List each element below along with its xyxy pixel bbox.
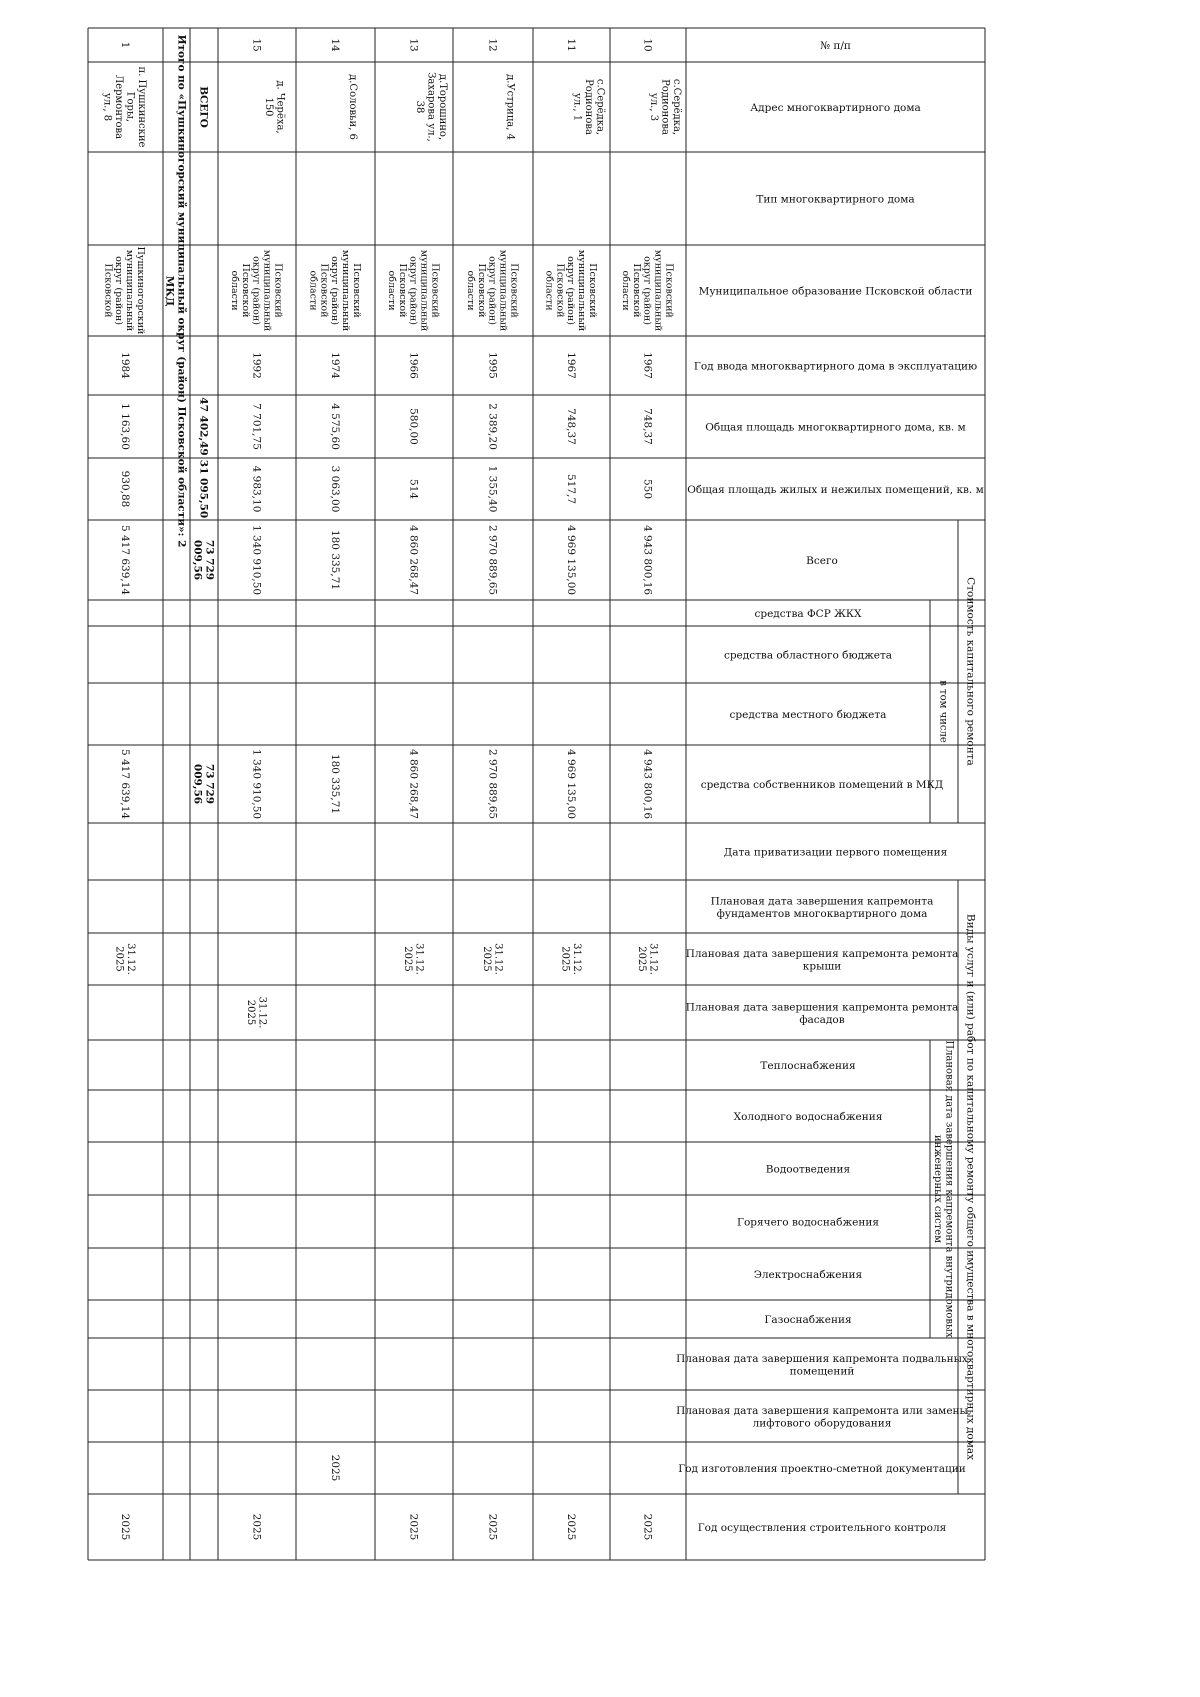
row-cost-total: 2 970 889,65 xyxy=(486,524,499,596)
header-basement: Плановая дата завершения капремонта подвальных помещений xyxy=(676,1352,968,1378)
row-roof-date: 31.12.2025 xyxy=(480,943,504,975)
row-cost-total: 4 969 135,00 xyxy=(564,524,577,596)
row-cost-owners: 4 969 135,00 xyxy=(564,748,577,820)
row-address: д. Черёха,150 xyxy=(262,80,286,134)
row-address: д.Соловьи, 6 xyxy=(347,74,358,140)
header-sewerage: Водоотведения xyxy=(765,1163,851,1176)
row-construction-control: 2025 xyxy=(486,1513,499,1541)
row-municipality: Псковскиймуниципальныйокруг (район)Псковскойобласти xyxy=(228,249,284,332)
header-cost-group: Стоимость капитального ремонта xyxy=(964,577,977,766)
row-num: 15 xyxy=(250,38,263,52)
last-row-municipality: Пушкиногорскиймуниципальныйокруг (район)Псковской xyxy=(102,246,147,335)
header-cost-including: в том числе xyxy=(937,680,949,743)
row-address: с.Серёдка,Родионоваул., 1 xyxy=(571,78,606,136)
header-cold-water: Холодного водоснабжения xyxy=(733,1111,883,1123)
header-gas: Газоснабжения xyxy=(764,1314,852,1326)
row-living-area: 517,7 xyxy=(564,473,577,505)
row-cost-owners: 180 335,71 xyxy=(328,753,341,815)
row-municipality: Псковскиймуниципальныйокруг (район)Псковскойобласти xyxy=(543,249,599,332)
row-year: 1992 xyxy=(250,352,263,379)
row-total-area: 580,00 xyxy=(407,408,420,445)
row-total-area: 7 701,75 xyxy=(250,403,263,450)
row-construction-control: 2025 xyxy=(407,1513,420,1541)
last-row-roof-date: 31.12.2025 xyxy=(113,943,136,975)
row-construction-control: 2025 xyxy=(250,1513,263,1541)
header-foundation: Плановая дата завершения капремонта фундаментов многоквартирного дома xyxy=(710,895,934,920)
row-design-docs: 2025 xyxy=(328,1454,341,1482)
total-cost-total: 73 729009,56 xyxy=(191,539,216,581)
header-elevator: Плановая дата завершения капремонта или замены лифтового оборудования xyxy=(676,1404,968,1430)
row-total-area: 748,37 xyxy=(564,408,577,445)
header-address: Адрес многоквартирного дома xyxy=(750,102,921,114)
row-year: 1967 xyxy=(641,352,654,379)
total-total-area: 47 402,49 xyxy=(197,397,210,456)
row-num: 10 xyxy=(641,38,654,52)
header-construction-control: Год осуществления строительного контроля xyxy=(697,1522,947,1534)
last-row-total-area: 1 163,60 xyxy=(118,403,131,450)
row-construction-control: 2025 xyxy=(564,1513,577,1541)
row-cost-total: 4 943 800,16 xyxy=(641,524,654,596)
table-grid xyxy=(88,28,985,1560)
total-living-area: 31 095,50 xyxy=(197,459,210,519)
header-cost-regional: средства областного бюджета xyxy=(723,649,893,662)
row-cost-total: 180 335,71 xyxy=(328,529,341,591)
row-num: 14 xyxy=(328,38,341,52)
row-cost-owners: 1 340 910,50 xyxy=(250,748,263,820)
row-year: 1995 xyxy=(486,352,499,379)
last-row-num: 1 xyxy=(118,41,131,49)
row-municipality: Псковскиймуниципальныйокруг (район)Псковскойобласти xyxy=(464,249,520,332)
header-municipality: Муниципальное образование Псковской области xyxy=(698,285,973,298)
row-cost-owners: 4 860 268,47 xyxy=(407,748,420,820)
row-municipality: Псковскиймуниципальныйокруг (район)Псковскойобласти xyxy=(619,249,675,332)
row-living-area: 4 983,10 xyxy=(250,465,263,513)
row-roof-date: 31.12.2025 xyxy=(635,943,659,975)
last-row-construction-control: 2025 xyxy=(118,1513,131,1541)
row-address: д.Устрица, 4 xyxy=(504,74,516,140)
row-total-area: 2 389,20 xyxy=(486,403,499,450)
row-living-area: 1 355,40 xyxy=(486,465,499,513)
header-year: Год ввода многоквартирного дома в эксплуатацию xyxy=(693,360,978,373)
row-cost-total: 4 860 268,47 xyxy=(407,524,420,596)
row-year: 1966 xyxy=(407,352,420,379)
header-roof: Плановая дата завершения капремонта ремонта крыши xyxy=(685,947,959,973)
table-cells xyxy=(101,35,984,1541)
row-total-area: 748,37 xyxy=(641,408,654,445)
header-privatization: Дата приватизации первого помещения xyxy=(723,846,948,859)
row-living-area: 3 063,00 xyxy=(328,465,341,513)
row-living-area: 514 xyxy=(407,478,420,500)
row-address: с.Серёдка,Родионоваул., 3 xyxy=(648,78,682,136)
header-total-area: Общая площадь многоквартирного дома, кв. м xyxy=(705,421,966,434)
header-design-docs: Год изготовления проектно-сметной документации xyxy=(678,1463,966,1475)
header-hot-water: Горячего водоснабжения xyxy=(737,1216,879,1229)
header-electricity: Электроснабжения xyxy=(753,1269,863,1281)
header-type: Тип многоквартирного дома xyxy=(756,193,915,206)
last-row-year: 1984 xyxy=(118,352,131,379)
row-num: 11 xyxy=(564,38,577,52)
row-living-area: 550 xyxy=(641,478,654,500)
header-cost-owners: средства собственников помещений в МКД xyxy=(700,779,944,791)
header-num: № п/п xyxy=(820,40,851,52)
header-heating: Теплоснабжения xyxy=(760,1060,856,1072)
row-facade-date: 31.12.2025 xyxy=(244,996,268,1029)
header-cost-fsr: средства ФСР ЖКХ xyxy=(754,608,862,620)
last-row-address: п. ПушкинскиеГоры,Лермонтоваул., 8 xyxy=(101,66,147,148)
row-roof-date: 31.12.2025 xyxy=(401,943,425,975)
row-municipality: Псковскиймуниципальныйокруг (район)Псковскойобласти xyxy=(385,249,441,332)
total-cost-owners: 73 729009,56 xyxy=(191,763,216,805)
row-num: 13 xyxy=(407,38,420,52)
section-title: Итого по «Пушкиногорский муниципальный округ (район) Псковской области»: 2МКД xyxy=(163,34,188,548)
header-engineering-group: Плановая дата завершения капремонта внутридомовыхинженерных систем xyxy=(931,1040,955,1338)
header-services-group: Виды услуг и (или) работ по капитальному ремонту общего имущества в многоквартирных домах xyxy=(964,913,977,1461)
header-cost-total: Всего xyxy=(806,555,838,567)
row-total-area: 4 575,60 xyxy=(328,403,341,450)
row-cost-owners: 2 970 889,65 xyxy=(486,748,499,820)
last-row-cost-owners: 5 417 639,14 xyxy=(118,748,131,820)
row-year: 1974 xyxy=(328,352,341,379)
row-cost-owners: 4 943 800,16 xyxy=(641,748,654,820)
row-address: д.Торошино,Захарова ул.,38 xyxy=(414,72,448,142)
header-living-area: Общая площадь жилых и нежилых помещений, кв. м xyxy=(687,484,984,496)
row-municipality: Псковскиймуниципальныйокруг (район)Псковскойобласти xyxy=(307,249,363,332)
total-label: ВСЕГО xyxy=(197,86,210,128)
row-year: 1967 xyxy=(564,352,577,379)
header-cost-local: средства местного бюджета xyxy=(729,709,887,721)
row-num: 12 xyxy=(486,38,499,52)
row-roof-date: 31.12.2025 xyxy=(559,943,582,975)
last-row-living-area: 930,88 xyxy=(118,470,131,508)
last-row-cost-total: 5 417 639,14 xyxy=(118,524,131,596)
header-facade: Плановая дата завершения капремонта ремонта фасадов xyxy=(685,1001,959,1026)
row-cost-total: 1 340 910,50 xyxy=(250,524,263,596)
row-construction-control: 2025 xyxy=(641,1513,654,1541)
